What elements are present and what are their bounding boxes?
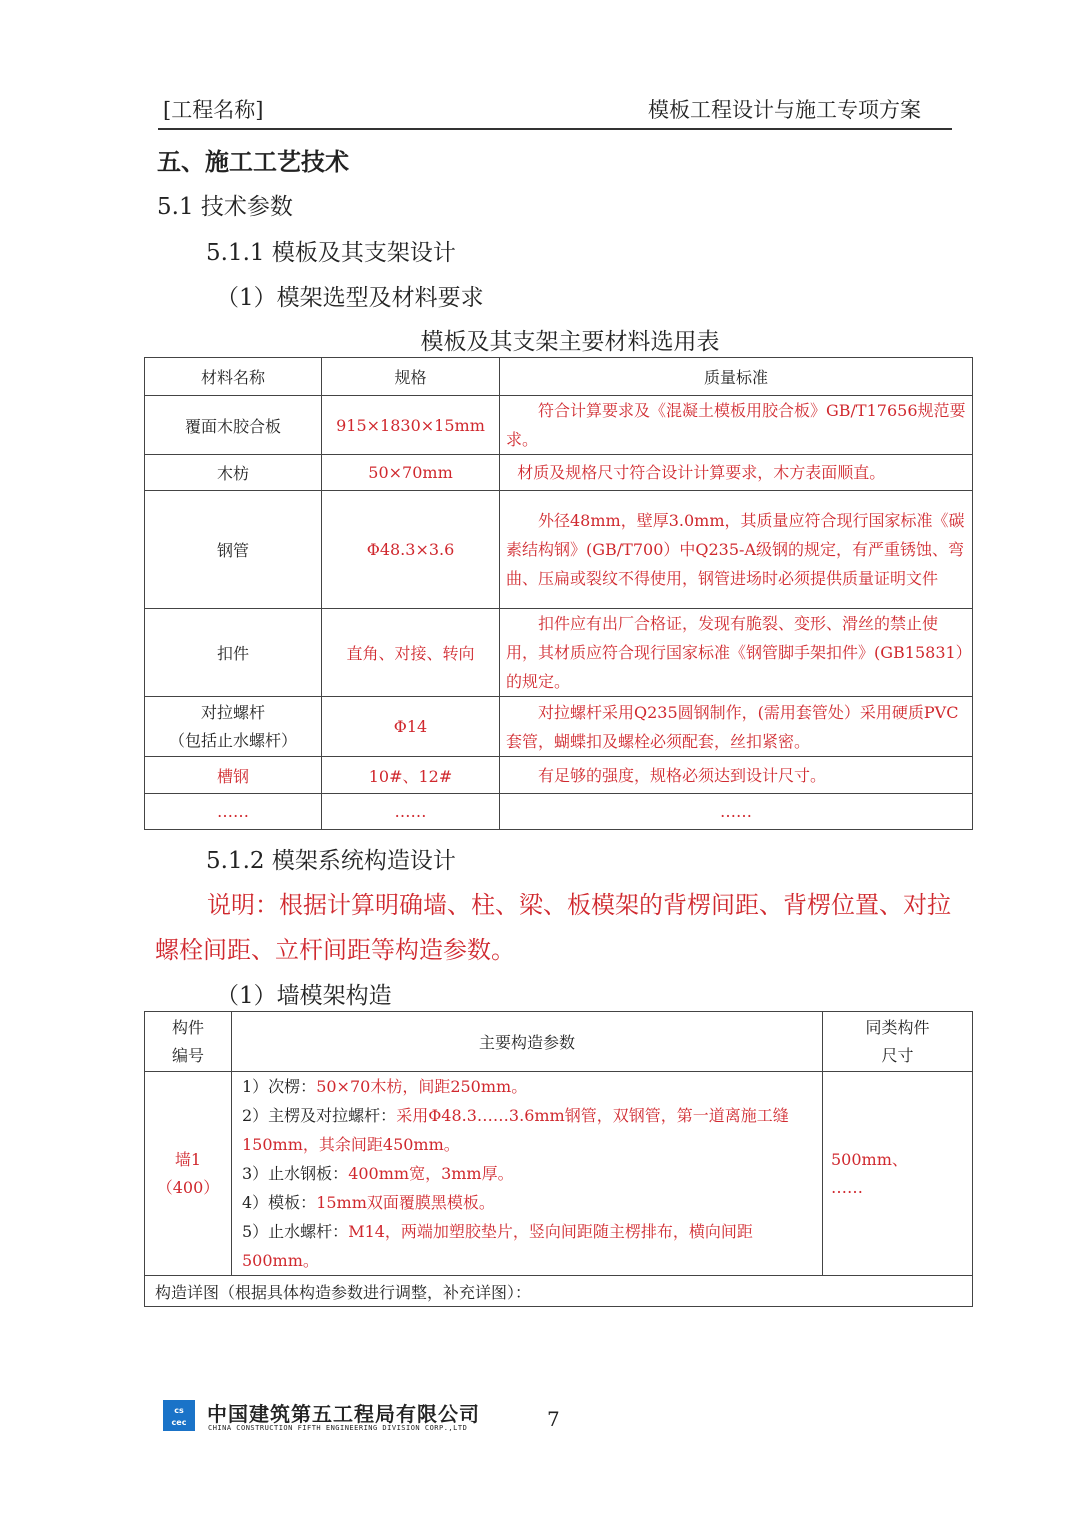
table1-caption: 模板及其支架主要材料选用表 — [420, 329, 720, 355]
col-header-spec: 规格 — [322, 358, 500, 396]
param-item: 5）止水螺杆：M14，两端加塑胶垫片，竖向间距随主楞排布，横向间距500mm。 — [242, 1222, 753, 1270]
param-item: 4）模板：15mm双面覆膜黑模板。 — [242, 1193, 495, 1212]
company-name-en: CHINA CONSTRUCTION FIFTH ENGINEERING DIVISION CORP.,LTD — [208, 1424, 468, 1432]
material-name: 扣件 — [145, 609, 322, 697]
material-quality: 对拉螺杆采用Q235圆钢制作，(需用套管处）采用硬质PVC套管，蝴蝶扣及螺栓必须配套，丝扣紧密。 — [500, 697, 973, 757]
header-project-name: [工程名称] — [163, 98, 264, 122]
company-name: 中国建筑第五工程局有限公司 — [207, 1402, 480, 1426]
material-spec: Φ48.3×3.6 — [322, 491, 500, 609]
table-row — [145, 697, 973, 757]
col-header-id: 构件 编号 — [145, 1012, 232, 1072]
material-quality: 材质及规格尺寸符合设计计算要求，木方表面顺直。 — [500, 455, 973, 491]
material-name: …… — [145, 794, 322, 830]
cscec-logo-icon — [163, 1400, 195, 1431]
param-item: 2）主楞及对拉螺杆：采用Φ48.3……3.6mm钢管，双钢管，第一道离施工缝150mm，其余间距450mm。 — [242, 1106, 789, 1154]
design-note: 说明：根据计算明确墙、柱、梁、板模架的背楞间距、背楞位置、对拉螺栓间距、立杆间距等构造参数。 — [155, 891, 951, 964]
materials-table — [144, 357, 973, 830]
material-name: 钢管 — [145, 491, 322, 609]
detail-row — [145, 1276, 973, 1307]
material-quality: …… — [500, 794, 973, 830]
subsection-title: 5.1 技术参数 — [157, 194, 293, 220]
param-item: 1）次楞：50×70木枋，间距250mm。 — [242, 1077, 528, 1096]
item-1-title: （1）模架选型及材料要求 — [216, 285, 484, 311]
material-name: 槽钢 — [145, 757, 322, 794]
material-spec: 10#、12# — [322, 757, 500, 794]
material-name: 木枋 — [145, 455, 322, 491]
material-spec: …… — [322, 794, 500, 830]
table-header-row — [145, 1012, 973, 1072]
table-row — [145, 757, 973, 794]
material-spec: Φ14 — [322, 697, 500, 757]
material-spec: 直角、对接、转向 — [322, 609, 500, 697]
table-row — [145, 794, 973, 830]
subsection-511-title: 5.1.1 模板及其支架设计 — [206, 240, 456, 266]
similar-size: 500mm、 …… — [823, 1072, 973, 1276]
material-quality: 扣件应有出厂合格证，发现有脆裂、变形、滑丝的禁止使用，其材质应符合现行国家标准《钢管脚手架扣件》(GB15831）的规定。 — [500, 609, 973, 697]
table-header-row — [145, 358, 973, 396]
table-row — [145, 609, 973, 697]
material-spec: 50×70mm — [322, 455, 500, 491]
section-title: 五、施工工艺技术 — [157, 148, 349, 176]
table-row — [145, 491, 973, 609]
col-header-quality: 质量标准 — [500, 358, 973, 396]
material-name-line2: （包括止水螺杆） — [168, 730, 297, 750]
subsection-512-title: 5.1.2 模架系统构造设计 — [206, 848, 456, 874]
header-document-title: 模板工程设计与施工专项方案 — [648, 98, 921, 122]
table-row — [145, 1072, 973, 1276]
table-row — [145, 455, 973, 491]
material-name-line1: 对拉螺杆 — [200, 702, 265, 722]
col-header-size: 同类构件 尺寸 — [823, 1012, 973, 1072]
material-quality: 有足够的强度，规格必须达到设计尺寸。 — [500, 757, 973, 794]
svg-text:cec: cec — [171, 1418, 187, 1427]
material-quality: 符合计算要求及《混凝土模板用胶合板》GB/T17656规范要求。 — [500, 396, 973, 455]
header-divider — [158, 128, 952, 130]
item-wall-title: （1）墙模架构造 — [216, 983, 392, 1009]
construction-params — [232, 1072, 823, 1276]
material-name — [145, 697, 322, 757]
page-number: 7 — [547, 1407, 560, 1431]
col-header-params: 主要构造参数 — [232, 1012, 823, 1072]
wall-formwork-table — [144, 1011, 973, 1307]
table-row — [145, 396, 973, 455]
material-name: 覆面木胶合板 — [145, 396, 322, 455]
param-item: 3）止水钢板：400mm宽，3mm厚。 — [242, 1164, 514, 1183]
svg-text:cs: cs — [174, 1406, 184, 1415]
component-id: 墙1 （400） — [145, 1072, 232, 1276]
material-quality: 外径48mm，壁厚3.0mm，其质量应符合现行国家标准《碳素结构钢》(GB/T700）中Q235-A级钢的规定，有严重锈蚀、弯曲、压扁或裂纹不得使用，钢管进场时必须提供质量证明文件 — [500, 491, 973, 609]
col-header-name: 材料名称 — [145, 358, 322, 396]
material-spec: 915×1830×15mm — [322, 396, 500, 455]
construction-detail: 构造详图（根据具体构造参数进行调整，补充详图）： — [145, 1276, 973, 1307]
